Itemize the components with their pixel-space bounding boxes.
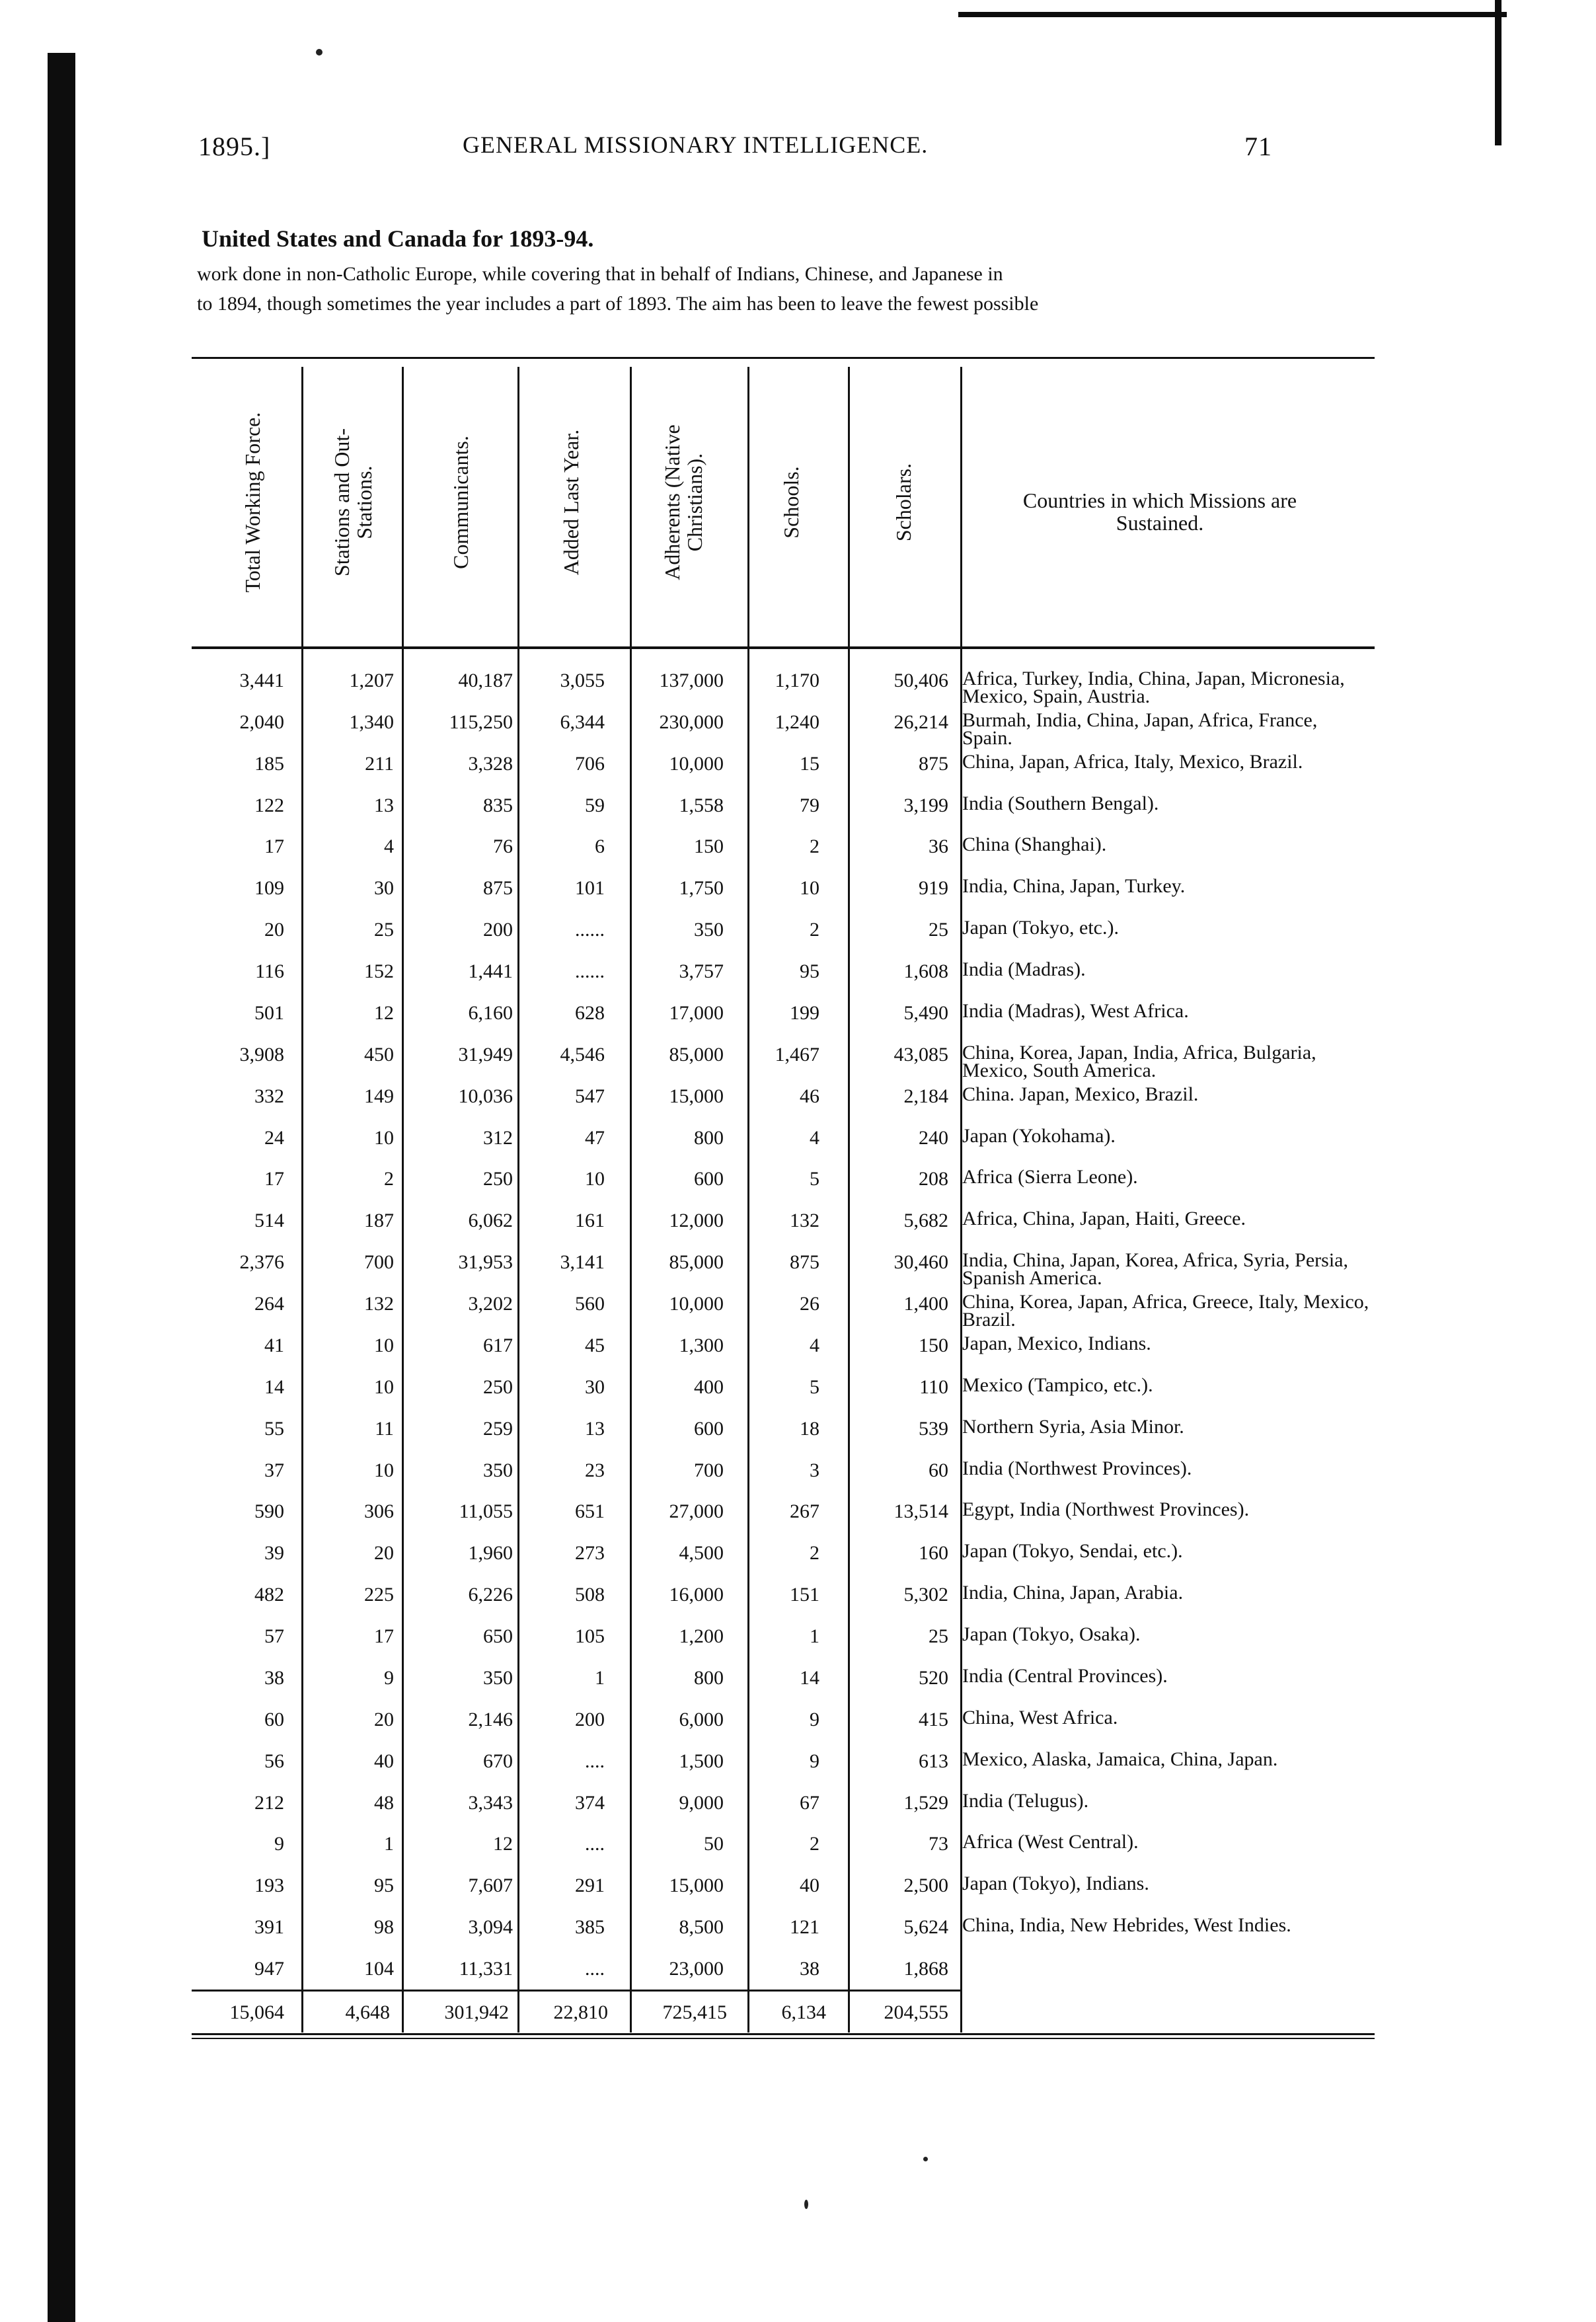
cell-added: 1 [595, 1667, 605, 1689]
cell-stations: 11 [375, 1418, 394, 1440]
cell-added: 273 [575, 1542, 605, 1564]
total-adherents: 725,415 [662, 2001, 727, 2023]
cell-adherents: 600 [694, 1418, 724, 1440]
cell-countries: Africa, Turkey, India, China, Japan, Micronesia, Mexico, Spain, Austria. [962, 668, 1345, 707]
cell-communicants: 1,960 [468, 1542, 513, 1564]
cell-countries: Africa (West Central). [962, 1831, 1139, 1853]
cell-communicants: 40,187 [458, 670, 513, 691]
running-head-title: GENERAL MISSIONARY INTELLIGENCE. [463, 132, 929, 158]
cell-force: 264 [254, 1293, 284, 1315]
scan-border-right [1495, 0, 1501, 145]
cell-communicants: 670 [483, 1750, 513, 1772]
cell-added: 105 [575, 1625, 605, 1647]
cell-schools: 38 [800, 1958, 819, 1980]
cell-schools: 5 [810, 1168, 819, 1190]
cell-added: 6 [595, 835, 605, 857]
col-header-countries: Countries in which Missions are Sustained. [1022, 488, 1297, 535]
cell-scholars: 150 [919, 1335, 948, 1356]
cell-communicants: 12 [493, 1833, 513, 1855]
cell-countries: India (Central Provinces). [962, 1665, 1168, 1687]
cell-countries: Northern Syria, Asia Minor. [962, 1416, 1184, 1438]
cell-force: 590 [254, 1500, 284, 1522]
cell-force: 24 [264, 1127, 284, 1149]
cell-communicants: 3,094 [468, 1916, 513, 1938]
cell-communicants: 350 [483, 1667, 513, 1689]
cell-adherents: 400 [694, 1376, 724, 1398]
cell-force: 185 [254, 753, 284, 775]
cell-stations: 187 [364, 1210, 394, 1231]
cell-schools: 46 [800, 1085, 819, 1107]
cell-force: 116 [255, 960, 284, 982]
cell-stations: 4 [384, 835, 394, 857]
cell-added: 628 [575, 1002, 605, 1024]
scan-speck [923, 2157, 928, 2161]
cell-schools: 1,467 [775, 1044, 819, 1065]
cell-communicants: 835 [483, 794, 513, 816]
total-added: 22,810 [553, 2001, 608, 2023]
cell-communicants: 2,146 [468, 1709, 513, 1730]
cell-communicants: 76 [493, 835, 513, 857]
cell-added: 161 [575, 1210, 605, 1231]
cell-adherents: 6,000 [679, 1709, 724, 1730]
cell-added: 374 [575, 1792, 605, 1814]
cell-schools: 9 [810, 1709, 819, 1730]
cell-added: 385 [575, 1916, 605, 1938]
cell-communicants: 250 [483, 1376, 513, 1398]
intro-line-1: work done in non-Catholic Europe, while covering that in behalf of Indians, Chinese, and Japanese in [197, 263, 1003, 285]
col-header-adherents [661, 370, 706, 635]
cell-communicants: 115,250 [449, 711, 513, 733]
cell-scholars: 5,490 [903, 1002, 948, 1024]
cell-added: ...... [575, 960, 605, 982]
cell-countries: Japan, Mexico, Indians. [962, 1333, 1151, 1354]
cell-countries: India (Madras). [962, 958, 1086, 980]
cell-force: 57 [264, 1625, 284, 1647]
cell-scholars: 110 [919, 1376, 948, 1398]
cell-adherents: 15,000 [669, 1085, 724, 1107]
cell-stations: 450 [364, 1044, 394, 1065]
col-header-adherents-line-1: Adherents (Native [660, 424, 684, 580]
cell-countries: Burmah, India, China, Japan, Africa, France, Spain. [962, 709, 1318, 749]
cell-schools: 132 [790, 1210, 819, 1231]
cell-force: 9 [274, 1833, 284, 1855]
cell-scholars: 43,085 [893, 1044, 948, 1065]
cell-schools: 4 [810, 1335, 819, 1356]
cell-added: 13 [585, 1418, 605, 1440]
cell-force: 332 [254, 1085, 284, 1107]
cell-adherents: 16,000 [669, 1584, 724, 1606]
cell-scholars: 30,460 [893, 1251, 948, 1273]
cell-countries: Mexico (Tampico, etc.). [962, 1374, 1153, 1396]
cell-force: 2,376 [239, 1251, 284, 1273]
cell-schools: 67 [800, 1792, 819, 1814]
cell-added: 59 [585, 794, 605, 816]
cell-force: 60 [264, 1709, 284, 1730]
cell-schools: 875 [790, 1251, 819, 1273]
col-header-adherents-line-2: Christians). [683, 453, 706, 552]
cell-communicants: 10,036 [458, 1085, 513, 1107]
scan-speck [804, 2200, 808, 2209]
cell-stations: 10 [374, 1127, 394, 1149]
cell-scholars: 1,529 [903, 1792, 948, 1814]
cell-stations: 98 [374, 1916, 394, 1938]
cell-countries: Japan (Tokyo), Indians. [962, 1873, 1149, 1894]
cell-communicants: 6,062 [468, 1210, 513, 1231]
cell-schools: 18 [800, 1418, 819, 1440]
totals-rule [192, 1990, 962, 1992]
cell-adherents: 4,500 [679, 1542, 724, 1564]
col-header-stations-line-2: Stations. [352, 465, 376, 539]
cell-stations: 25 [374, 919, 394, 941]
cell-adherents: 10,000 [669, 1293, 724, 1315]
cell-stations: 1,340 [349, 711, 394, 733]
cell-added: 508 [575, 1584, 605, 1606]
cell-countries: India, China, Japan, Turkey. [962, 875, 1186, 897]
cell-scholars: 73 [929, 1833, 948, 1855]
cell-stations: 13 [374, 794, 394, 816]
cell-stations: 1 [384, 1833, 394, 1855]
cell-force: 17 [264, 835, 284, 857]
cell-countries: Japan (Tokyo, etc.). [962, 917, 1119, 939]
cell-force: 109 [254, 877, 284, 899]
cell-stations: 211 [365, 753, 394, 775]
total-force: 15,064 [229, 2001, 284, 2023]
page-number: 71 [1244, 132, 1272, 161]
cell-adherents: 17,000 [669, 1002, 724, 1024]
cell-force: 38 [264, 1667, 284, 1689]
cell-added: 101 [575, 877, 605, 899]
col-header-schools: Schools. [779, 466, 803, 539]
cell-countries: Africa (Sierra Leone). [962, 1166, 1138, 1188]
cell-adherents: 3,757 [679, 960, 724, 982]
cell-added: 3,141 [560, 1251, 605, 1273]
cell-countries: Mexico, Alaska, Jamaica, China, Japan. [962, 1748, 1278, 1770]
cell-communicants: 3,328 [468, 753, 513, 775]
cell-stations: 10 [374, 1376, 394, 1398]
cell-schools: 3 [810, 1459, 819, 1481]
cell-added: 30 [585, 1376, 605, 1398]
cell-countries: India (Southern Bengal). [962, 793, 1159, 814]
cell-stations: 20 [374, 1709, 394, 1730]
cell-stations: 1,207 [349, 670, 394, 691]
cell-schools: 14 [800, 1667, 819, 1689]
cell-communicants: 31,949 [458, 1044, 513, 1065]
cell-countries: India, China, Japan, Korea, Africa, Syria, Persia, Spanish America. [962, 1249, 1348, 1289]
column-rule [630, 367, 632, 2032]
cell-stations: 152 [364, 960, 394, 982]
cell-adherents: 50 [704, 1833, 724, 1855]
cell-added: 706 [575, 753, 605, 775]
cell-adherents: 230,000 [659, 711, 724, 733]
cell-communicants: 259 [483, 1418, 513, 1440]
cell-countries: Japan (Tokyo, Osaka). [962, 1623, 1141, 1645]
cell-added: 6,344 [560, 711, 605, 733]
col-header-stations [330, 370, 375, 635]
col-header-communicants: Communicants. [449, 436, 473, 569]
table-bottom-rule-inner [192, 2038, 1375, 2039]
cell-added: 45 [585, 1335, 605, 1356]
cell-communicants: 250 [483, 1168, 513, 1190]
cell-communicants: 6,160 [468, 1002, 513, 1024]
cell-adherents: 600 [694, 1168, 724, 1190]
cell-scholars: 60 [929, 1459, 948, 1481]
table-top-rule [192, 357, 1375, 359]
cell-schools: 26 [800, 1293, 819, 1315]
cell-scholars: 875 [919, 753, 948, 775]
column-rule [517, 367, 519, 2032]
cell-force: 212 [254, 1792, 284, 1814]
cell-force: 37 [264, 1459, 284, 1481]
cell-stations: 132 [364, 1293, 394, 1315]
total-stations: 4,648 [345, 2001, 390, 2023]
cell-force: 20 [264, 919, 284, 941]
column-rule [402, 367, 404, 2032]
column-rule [848, 367, 850, 2032]
cell-added: 23 [585, 1459, 605, 1481]
cell-communicants: 11,055 [459, 1500, 513, 1522]
cell-countries: India (Madras), West Africa. [962, 1000, 1189, 1022]
cell-force: 17 [264, 1168, 284, 1190]
cell-schools: 199 [790, 1002, 819, 1024]
cell-stations: 30 [374, 877, 394, 899]
cell-communicants: 617 [483, 1335, 513, 1356]
cell-adherents: 700 [694, 1459, 724, 1481]
cell-countries: India (Telugus). [962, 1790, 1089, 1812]
cell-schools: 5 [810, 1376, 819, 1398]
cell-schools: 10 [800, 877, 819, 899]
col-header-total-working-force: Total Working Force. [241, 412, 264, 593]
cell-scholars: 160 [919, 1542, 948, 1564]
cell-schools: 1 [810, 1625, 819, 1647]
cell-added: .... [585, 1833, 605, 1855]
cell-scholars: 36 [929, 835, 948, 857]
total-communicants: 301,942 [444, 2001, 509, 2023]
cell-countries: Egypt, India (Northwest Provinces). [962, 1498, 1250, 1520]
cell-schools: 1,240 [775, 711, 819, 733]
cell-force: 3,441 [239, 670, 284, 691]
cell-adherents: 23,000 [669, 1958, 724, 1980]
running-head-year: 1895.] [198, 132, 271, 161]
cell-scholars: 613 [919, 1750, 948, 1772]
cell-schools: 15 [800, 753, 819, 775]
cell-communicants: 3,202 [468, 1293, 513, 1315]
cell-stations: 2 [384, 1168, 394, 1190]
cell-force: 391 [254, 1916, 284, 1938]
cell-scholars: 520 [919, 1667, 948, 1689]
scan-border-left [48, 53, 75, 2322]
cell-schools: 9 [810, 1750, 819, 1772]
table-header-rule [192, 646, 1375, 649]
cell-scholars: 25 [929, 919, 948, 941]
col-header-stations-line-1: Stations and Out- [330, 428, 354, 576]
cell-stations: 12 [374, 1002, 394, 1024]
cell-schools: 40 [800, 1875, 819, 1896]
cell-scholars: 25 [929, 1625, 948, 1647]
cell-force: 56 [264, 1750, 284, 1772]
table-bottom-rule [192, 2033, 1375, 2035]
cell-adherents: 350 [694, 919, 724, 941]
cell-adherents: 1,750 [679, 877, 724, 899]
cell-schools: 121 [790, 1916, 819, 1938]
cell-scholars: 2,500 [903, 1875, 948, 1896]
cell-force: 482 [254, 1584, 284, 1606]
cell-force: 947 [254, 1958, 284, 1980]
cell-scholars: 1,400 [903, 1293, 948, 1315]
total-scholars: 204,555 [884, 2001, 948, 2023]
cell-countries: China, West Africa. [962, 1707, 1118, 1728]
cell-adherents: 85,000 [669, 1044, 724, 1065]
cell-stations: 95 [374, 1875, 394, 1896]
cell-scholars: 919 [919, 877, 948, 899]
cell-countries: Africa, China, Japan, Haiti, Greece. [962, 1208, 1246, 1229]
cell-force: 2,040 [239, 711, 284, 733]
cell-added: 291 [575, 1875, 605, 1896]
cell-communicants: 650 [483, 1625, 513, 1647]
cell-schools: 1,170 [775, 670, 819, 691]
cell-communicants: 875 [483, 877, 513, 899]
cell-stations: 9 [384, 1667, 394, 1689]
cell-adherents: 137,000 [659, 670, 724, 691]
cell-scholars: 2,184 [903, 1085, 948, 1107]
cell-scholars: 5,302 [903, 1584, 948, 1606]
intro-line-2: to 1894, though sometimes the year includes a part of 1893. The aim has been to leave the fewest possible [197, 293, 1039, 315]
cell-schools: 2 [810, 835, 819, 857]
cell-schools: 95 [800, 960, 819, 982]
cell-scholars: 3,199 [903, 794, 948, 816]
cell-added: .... [585, 1750, 605, 1772]
cell-stations: 40 [374, 1750, 394, 1772]
cell-adherents: 9,000 [679, 1792, 724, 1814]
cell-countries: China, Japan, Africa, Italy, Mexico, Brazil. [962, 751, 1303, 773]
cell-scholars: 208 [919, 1168, 948, 1190]
cell-schools: 267 [790, 1500, 819, 1522]
cell-adherents: 150 [694, 835, 724, 857]
cell-force: 55 [264, 1418, 284, 1440]
cell-force: 193 [254, 1875, 284, 1896]
cell-countries: Japan (Tokyo, Sendai, etc.). [962, 1540, 1183, 1562]
scan-speck [316, 49, 323, 56]
cell-stations: 10 [374, 1459, 394, 1481]
cell-communicants: 1,441 [468, 960, 513, 982]
cell-adherents: 12,000 [669, 1210, 724, 1231]
cell-stations: 48 [374, 1792, 394, 1814]
cell-scholars: 5,682 [903, 1210, 948, 1231]
cell-scholars: 240 [919, 1127, 948, 1149]
cell-added: 10 [585, 1168, 605, 1190]
cell-countries: Japan (Yokohama). [962, 1125, 1116, 1147]
cell-communicants: 7,607 [468, 1875, 513, 1896]
column-rule [747, 367, 749, 2032]
col-header-scholars: Scholars. [892, 463, 915, 542]
cell-force: 39 [264, 1542, 284, 1564]
cell-added: 47 [585, 1127, 605, 1149]
cell-added: 560 [575, 1293, 605, 1315]
section-title: United States and Canada for 1893-94. [202, 225, 594, 252]
cell-stations: 10 [374, 1335, 394, 1356]
cell-stations: 17 [374, 1625, 394, 1647]
column-rule [960, 367, 962, 2032]
cell-adherents: 800 [694, 1127, 724, 1149]
cell-countries: China. Japan, Mexico, Brazil. [962, 1083, 1199, 1105]
cell-countries: China, Korea, Japan, Africa, Greece, Italy, Mexico, Brazil. [962, 1291, 1369, 1331]
cell-stations: 20 [374, 1542, 394, 1564]
cell-communicants: 312 [483, 1127, 513, 1149]
cell-communicants: 6,226 [468, 1584, 513, 1606]
cell-schools: 2 [810, 919, 819, 941]
cell-added: 200 [575, 1709, 605, 1730]
cell-countries: China, Korea, Japan, India, Africa, Bulgaria, Mexico, South America. [962, 1042, 1316, 1081]
cell-force: 14 [264, 1376, 284, 1398]
cell-schools: 4 [810, 1127, 819, 1149]
cell-scholars: 26,214 [893, 711, 948, 733]
cell-communicants: 11,331 [459, 1958, 513, 1980]
cell-adherents: 1,300 [679, 1335, 724, 1356]
cell-scholars: 13,514 [893, 1500, 948, 1522]
cell-force: 41 [264, 1335, 284, 1356]
cell-force: 514 [254, 1210, 284, 1231]
cell-added: ...... [575, 919, 605, 941]
cell-scholars: 415 [919, 1709, 948, 1730]
cell-countries: China (Shanghai). [962, 833, 1107, 855]
cell-adherents: 27,000 [669, 1500, 724, 1522]
cell-communicants: 350 [483, 1459, 513, 1481]
cell-communicants: 3,343 [468, 1792, 513, 1814]
cell-schools: 151 [790, 1584, 819, 1606]
cell-adherents: 85,000 [669, 1251, 724, 1273]
cell-stations: 104 [364, 1958, 394, 1980]
cell-scholars: 1,608 [903, 960, 948, 982]
cell-countries: India, China, Japan, Arabia. [962, 1582, 1184, 1604]
cell-added: 651 [575, 1500, 605, 1522]
cell-communicants: 200 [483, 919, 513, 941]
cell-scholars: 5,624 [903, 1916, 948, 1938]
cell-added: 3,055 [560, 670, 605, 691]
cell-adherents: 1,200 [679, 1625, 724, 1647]
cell-stations: 700 [364, 1251, 394, 1273]
cell-schools: 2 [810, 1542, 819, 1564]
cell-force: 3,908 [239, 1044, 284, 1065]
cell-communicants: 31,953 [458, 1251, 513, 1273]
cell-schools: 2 [810, 1833, 819, 1855]
cell-added: 547 [575, 1085, 605, 1107]
cell-countries: India (Northwest Provinces). [962, 1457, 1192, 1479]
cell-stations: 225 [364, 1584, 394, 1606]
col-header-added-last-year: Added Last Year. [559, 429, 583, 576]
total-schools: 6,134 [781, 2001, 826, 2023]
column-rule [301, 367, 303, 2032]
cell-force: 501 [254, 1002, 284, 1024]
cell-stations: 149 [364, 1085, 394, 1107]
cell-adherents: 8,500 [679, 1916, 724, 1938]
cell-adherents: 800 [694, 1667, 724, 1689]
cell-scholars: 50,406 [893, 670, 948, 691]
cell-scholars: 539 [919, 1418, 948, 1440]
cell-added: .... [585, 1958, 605, 1980]
cell-force: 122 [254, 794, 284, 816]
cell-stations: 306 [364, 1500, 394, 1522]
cell-adherents: 15,000 [669, 1875, 724, 1896]
cell-adherents: 1,500 [679, 1750, 724, 1772]
cell-adherents: 1,558 [679, 794, 724, 816]
cell-schools: 79 [800, 794, 819, 816]
cell-countries: China, India, New Hebrides, West Indies. [962, 1914, 1291, 1936]
cell-adherents: 10,000 [669, 753, 724, 775]
cell-added: 4,546 [560, 1044, 605, 1065]
scan-border-top [958, 12, 1507, 17]
cell-scholars: 1,868 [903, 1958, 948, 1980]
